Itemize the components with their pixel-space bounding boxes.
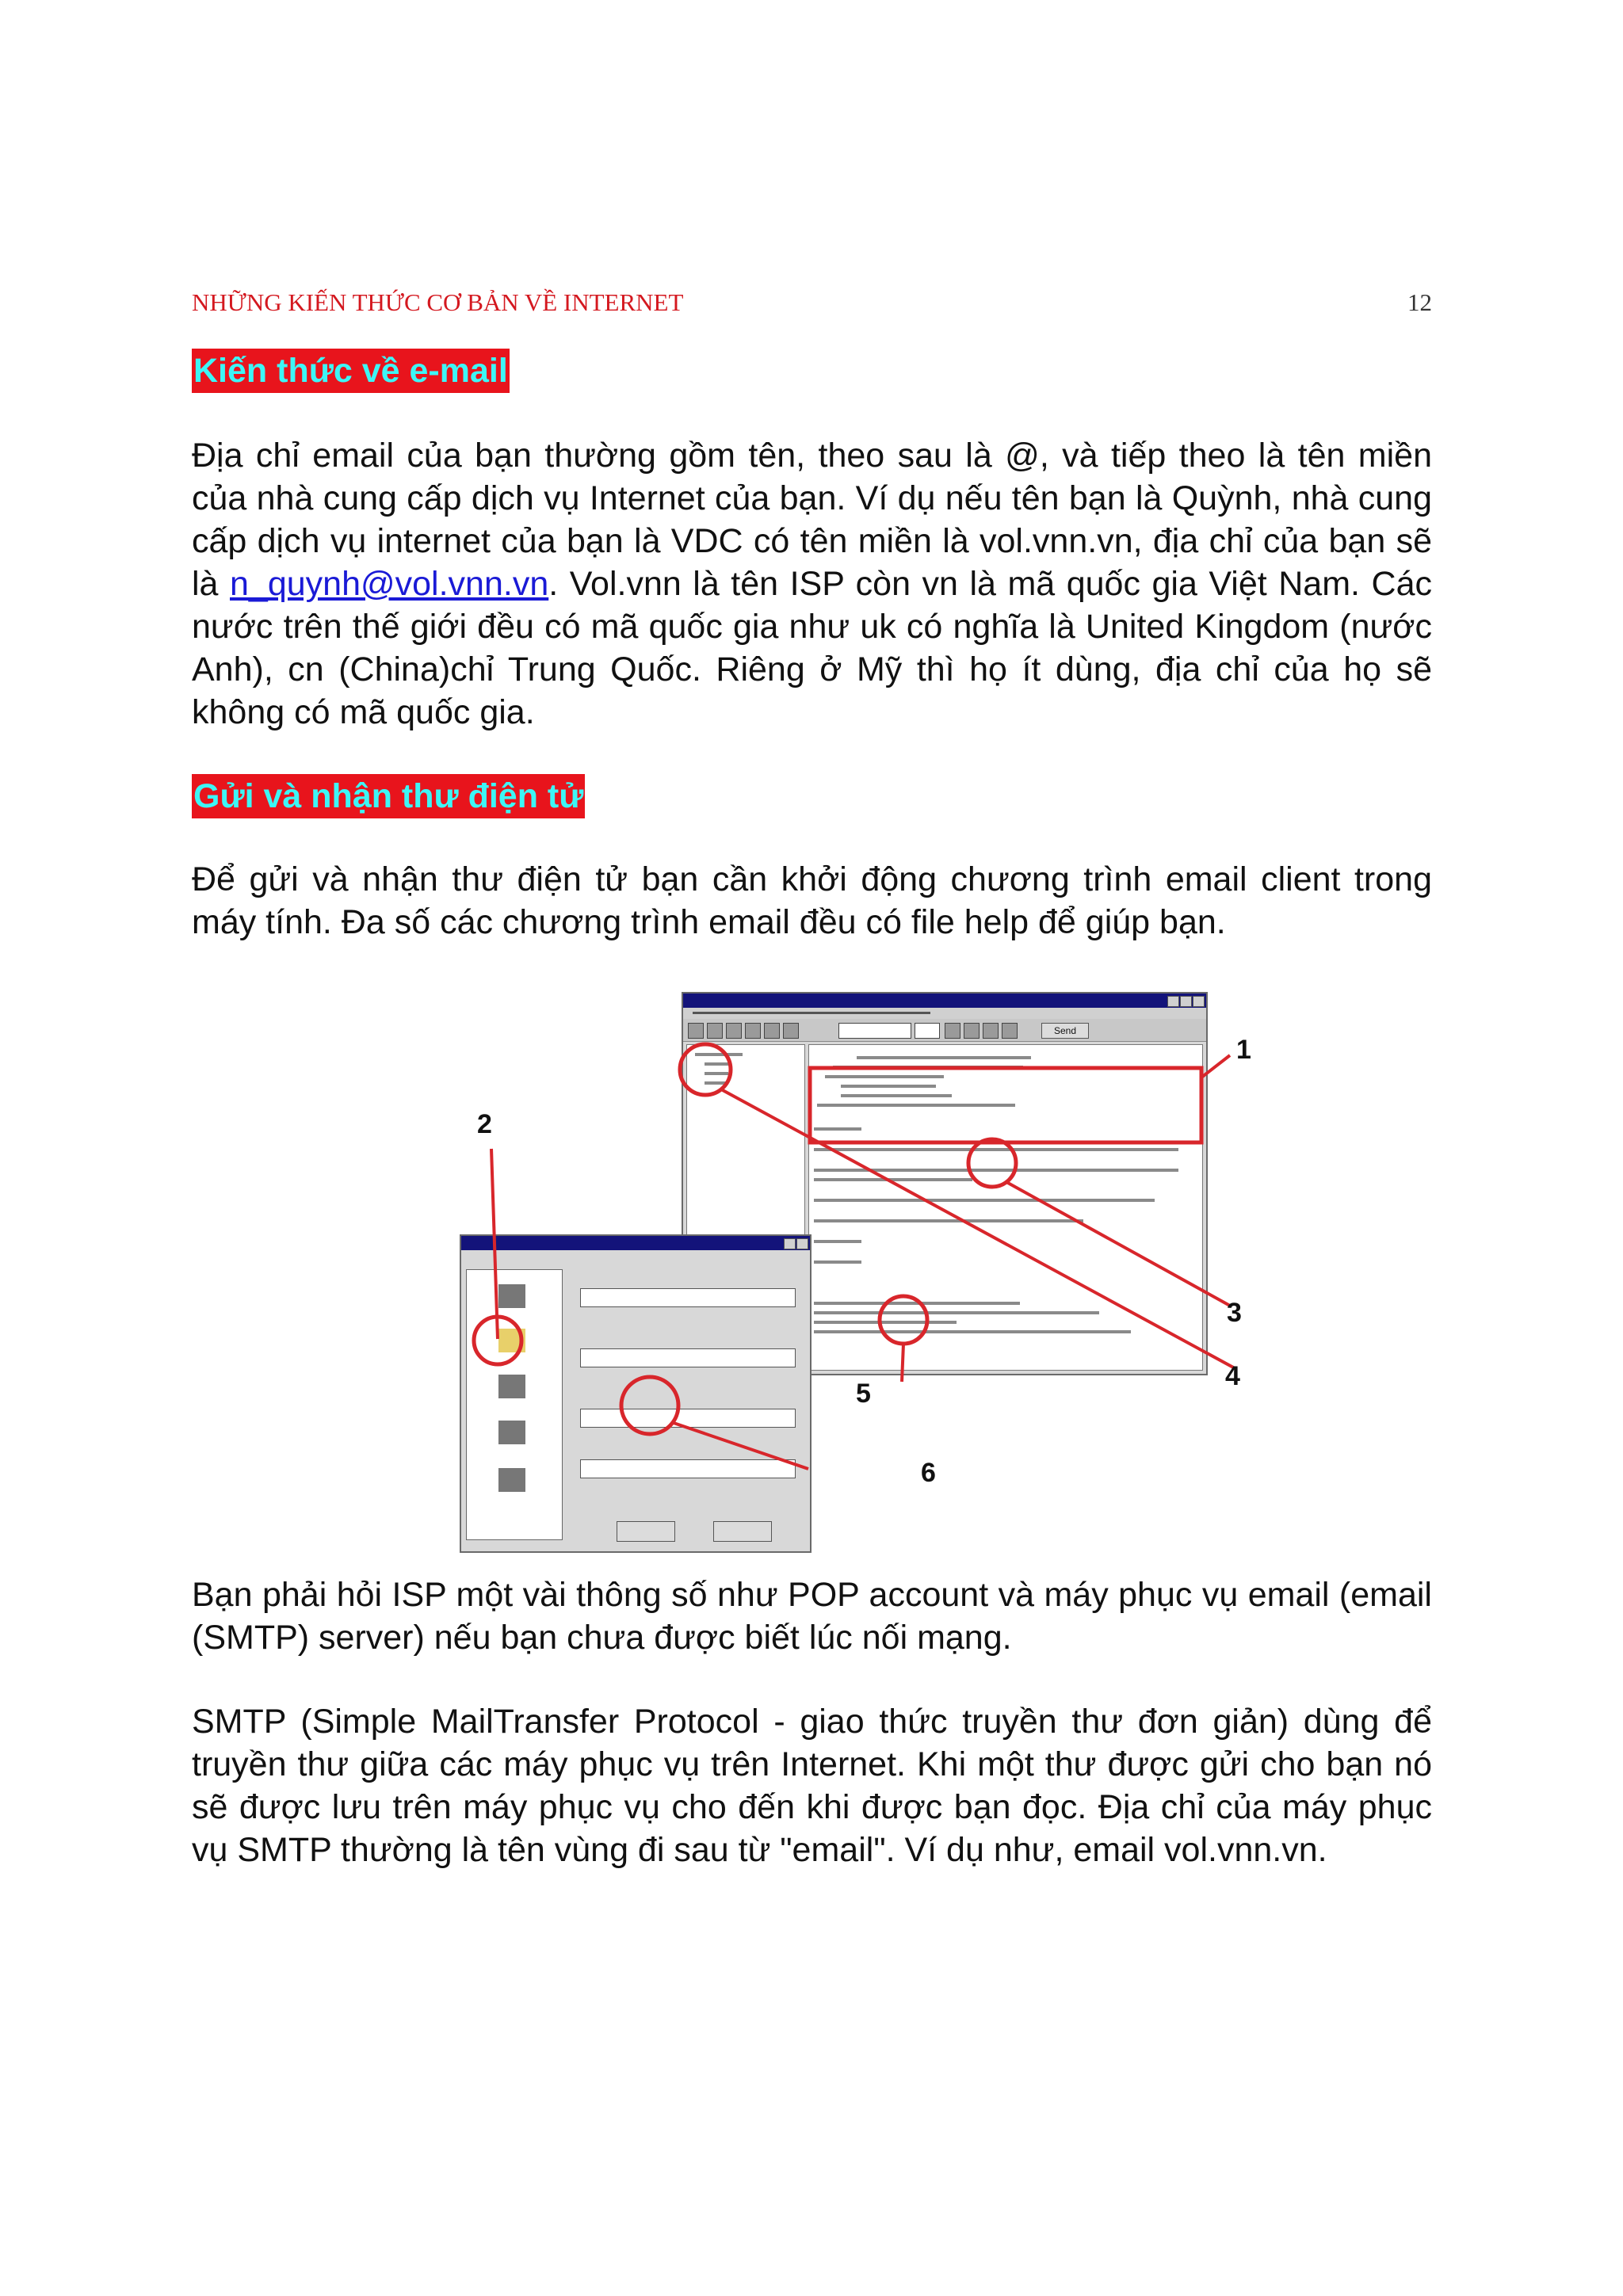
section-heading-send-receive: Gửi và nhận thư điện tử [192, 774, 585, 818]
annotation-overlay [460, 982, 1252, 1561]
callout-4: 4 [1225, 1361, 1240, 1391]
callout-2: 2 [477, 1109, 492, 1139]
body-circle [968, 1139, 1016, 1187]
folders-circle [680, 1044, 731, 1095]
page-number: 12 [1407, 288, 1432, 316]
email-client-figure [460, 982, 1252, 1561]
paragraph-email-address [192, 434, 1432, 734]
paragraph-isp-info: Bạn phải hỏi ISP một vài thông số như POP account và máy phục vụ email (email (SMTP) server) nếu bạn chưa được biết lúc nối mạng. [192, 1576, 1432, 1657]
signature-circle [880, 1296, 927, 1344]
paragraph-smtp: SMTP (Simple MailTransfer Protocol - giao thức truyền thư đơn giản) dùng để truyền thư giữa các máy phục vụ trên Internet. Khi một thư được gửi cho bạn nó sẽ được lưu trên máy phục vụ cho đến khi được bạn đọc. Địa chỉ của máy phục vụ SMTP thường là tên vùng đi sau từ "email". Ví dụ như, email vol.vnn.vn. [192, 1703, 1432, 1869]
section-heading-email: Kiến thức về e-mail [192, 349, 510, 393]
email-link[interactable]: n_quynh@vol.vnn.vn [230, 565, 549, 603]
callout-1: 1 [1236, 1035, 1251, 1065]
callout-6: 6 [921, 1458, 936, 1488]
paragraph-text: . Vol.vnn là tên ISP còn vn là mã quốc gia Việt Nam. Các nước trên thế giới đều có mã quốc gia như uk có nghĩa là United Kingdom (nước Anh), cn (China)chỉ Trung Quốc. Riêng ở Mỹ thì họ ít dùng, địa chỉ của họ sẽ không có mã quốc gia. [192, 565, 1432, 731]
send-button: Send [1041, 1023, 1089, 1039]
page-header [192, 288, 1432, 320]
return-address-circle [621, 1377, 678, 1434]
header-highlight-box [810, 1068, 1201, 1142]
paragraph-text: Địa chỉ email của bạn thường gồm tên, theo sau là @, và tiếp theo là tên miền của nhà cung cấp dịch vụ Internet của bạn. Ví dụ nếu tên bạn là Quỳnh, nhà cung cấp dịch vụ internet của bạn là VDC có tên miền là vol.vnn.vn, địa chỉ của bạn sẽ là [192, 437, 1432, 603]
callout-3: 3 [1227, 1298, 1242, 1328]
header-title: NHỮNG KIẾN THỨC CƠ BẢN VỀ INTERNET [192, 288, 684, 316]
callout-5: 5 [856, 1379, 871, 1409]
paragraph-email-client: Để gửi và nhận thư điện tử bạn cần khởi động chương trình email client trong máy tính. Đa số các chương trình email đều có file help để giúp bạn. [192, 860, 1432, 941]
